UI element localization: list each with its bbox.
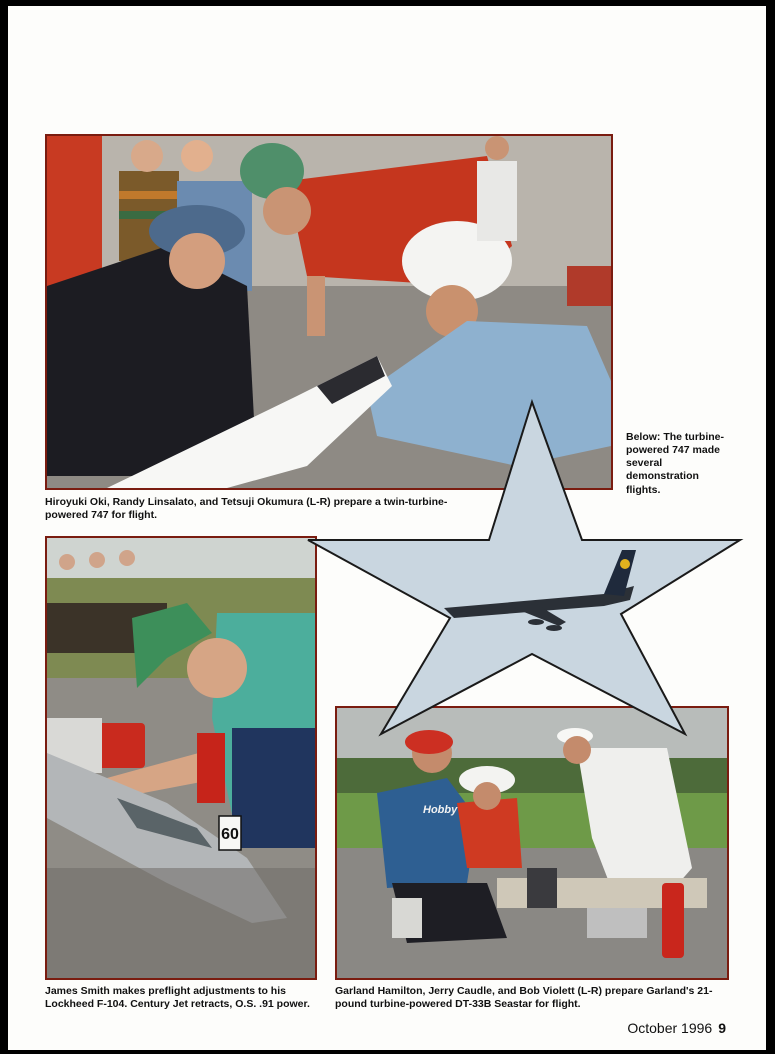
page-number: 9 bbox=[718, 1020, 726, 1036]
sidebar-caption: Below: The turbine-powered 747 made several demonstration flights. bbox=[626, 431, 724, 496]
right-photo-caption: Garland Hamilton, Jerry Caudle, and Bob Violett (L-R) prepare Garland's 21-pound turbine-powered DT-33B Seastar for flight. bbox=[335, 985, 713, 1011]
top-photo-caption: Hiroyuki Oki, Randy Linsalato, and Tetsuji Okumura (L-R) prepare a twin-turbine-powered 747 for flight. bbox=[45, 496, 448, 522]
star-inset bbox=[304, 398, 744, 738]
star-shape bbox=[308, 402, 740, 734]
race-number: 60 bbox=[221, 826, 239, 843]
shirt-logo: Hobby bbox=[423, 804, 458, 816]
left-photo bbox=[45, 536, 317, 980]
issue-date: October 1996 bbox=[627, 1020, 713, 1036]
magazine-page bbox=[8, 6, 766, 1050]
page-footer bbox=[627, 1020, 726, 1036]
left-photo-caption: James Smith makes preflight adjustments to his Lockheed F-104. Century Jet retracts, O.S. .91 power. bbox=[45, 985, 310, 1011]
right-photo bbox=[335, 706, 729, 980]
